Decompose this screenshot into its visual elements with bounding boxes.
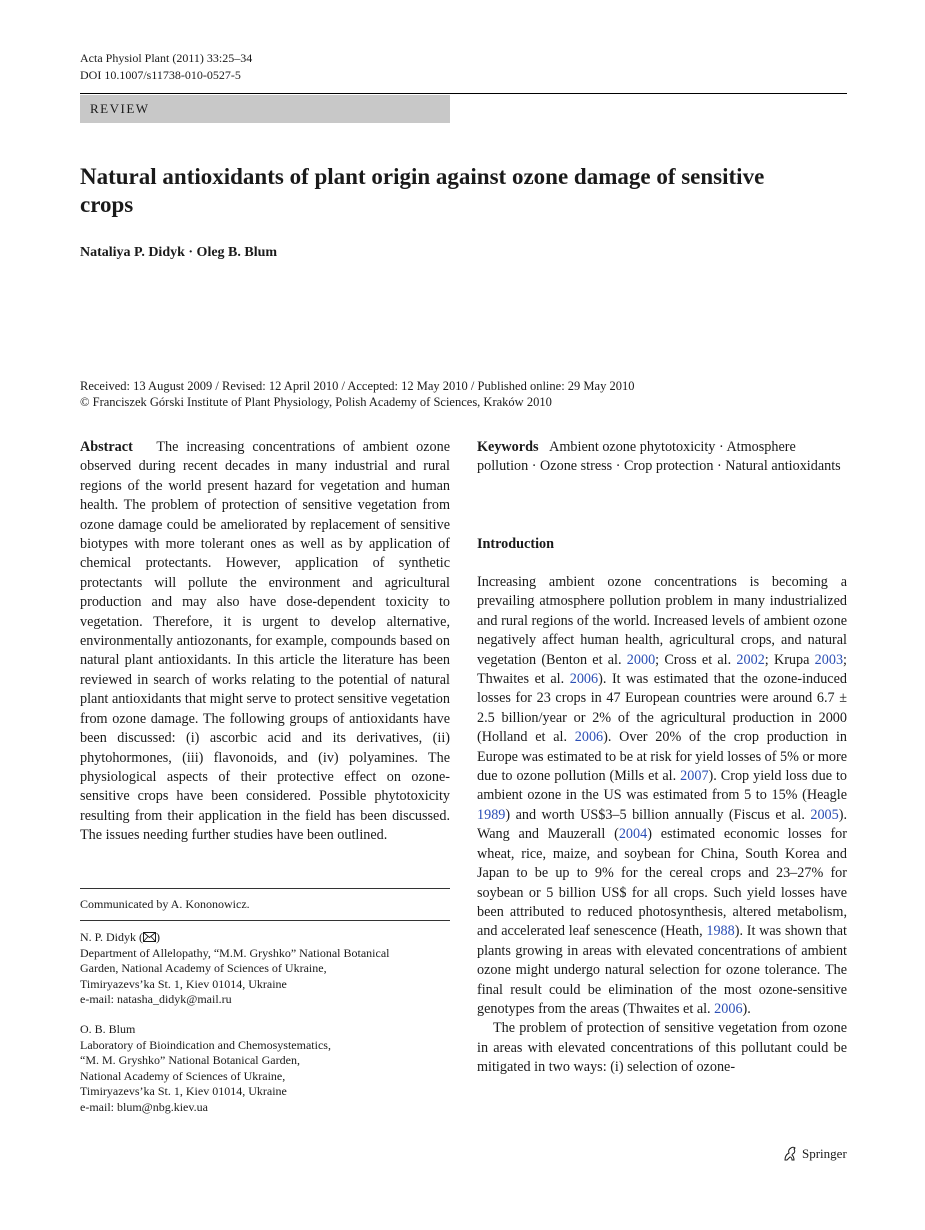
publisher-name: Springer: [802, 1146, 847, 1161]
citation-link[interactable]: 2006: [714, 1000, 743, 1017]
footnote-rule: [80, 920, 450, 921]
abstract-text: The increasing concentrations of ambient ozone observed during recent decades in many industrial and rural regions of the world present hazard for vegetation and human health. The problem of protection of sensitive vegetation from ozone damage could be ameliorated by replacement of sensitive biotypes with more tolerant ones as well as by application of chemical protectants. However, application of synthetic protectants will pollute the environment and agricultural production and may also have dose-dependent toxicity to vegetation. Therefore, it is urgent to develop alternative, environmentally antiozonants, for example, compounds based on natural plant antioxidants. In this article the literature has been reviewed in search of works relating to the potential of natural plant antioxidants that might serve to protect sensitive vegetation from ozone damage. The following groups of antioxidants have been discussed: (i) ascorbic acid and its derivatives, (ii) phytohormones, (iii) flavonoids, and (iv) polyamines. The physiological aspects of their protective effect on ozone-sensitive crops have been considered. Possible phytotoxicity resulting from their application in the field has been discussed. The issues needing further studies have been outlined.: [80, 439, 451, 844]
citation-link[interactable]: 2005: [810, 806, 839, 823]
keywords-heading: Keywords: [477, 439, 539, 455]
envelope-icon[interactable]: [143, 932, 156, 942]
author-affiliation-2: O. B. Blum Laboratory of Bioindication and Chemosystematics, “M. M. Gryshko” National Botanical Garden, National Academy of Sciences of Ukraine, Timiryazevs’ka St. 1, Kiev 01014, Ukraine e-mail: blum@nbg.kiev.ua: [80, 1022, 450, 1116]
author-affiliation-1: N. P. Didyk ( ) Department of Allelopathy, “M.M. Gryshko” National Botanical Garden, National Academy of Sciences of Ukraine, Timiryazevs’ka St. 1, Kiev 01014, Ukraine e-mail: natasha_didyk@mail.ru: [80, 930, 450, 1008]
footnote-rule: [80, 888, 450, 889]
citation-link[interactable]: 2003: [814, 651, 844, 668]
journal-citation: [80, 50, 252, 84]
abstract-heading: Abstract: [80, 439, 133, 455]
introduction-heading: Introduction: [477, 536, 554, 552]
copyright-line: © Franciszek Górski Institute of Plant Physiology, Polish Academy of Sciences, Kraków 2010: [80, 395, 552, 409]
citation-link[interactable]: 2002: [736, 651, 765, 668]
citation-link[interactable]: 2007: [680, 768, 709, 785]
citation-link[interactable]: 2004: [618, 826, 648, 843]
springer-horse-icon: [782, 1146, 798, 1162]
introduction-paragraph-1: Increasing ambient ozone concentrations is becoming a prevailing atmosphere pollution problem in many industrialized and rural regions of the world. Increased levels of ambient ozone negatively affect human health, agricultural crops, and natural vegetation (Benton et al. 2000; Cross et al. 2002; Krupa 2003; Thwaites et al. 2006). It was estimated that the ozone-induced losses for 23 crops in 47 European countries were around 6.7 ± 2.5 billion/year or 2% of the agricultural production in 2000 (Holland et al. 2006). Over 20% of the crop production in Europe was estimated to be at risk for yield losses of 5% or more due to ozone pollution (Mills et al. 2007). Crop yield loss due to ambient ozone in the US was estimated from 5 to 15% (Heagle 1989) and worth US$3–5 billion annually (Fiscus et al. 2005). Wang and Mauzerall (2004) estimated economic losses for wheat, rice, maize, and soybean for China, South Korea and Japan to be up to 9% for the cereal crops and 23–27% for soybean or 5 billion US$ for all crops. Such yield losses have been attributed to reduced photosynthesis, altered metabolism, and accelerated leaf senescence (Heath, 1988). It was shown that plants growing in areas with elevated concentrations of ambient ozone might undergo natural selection for ozone tolerance. The final result could be elimination of the most ozone-sensitive genotypes from the areas (Thwaites et al. 2006).: [477, 574, 848, 1017]
citation-link[interactable]: 1989: [477, 806, 506, 823]
doi-line: DOI 10.1007/s11738-010-0527-5: [80, 68, 241, 82]
section-label: REVIEW: [80, 95, 450, 123]
publisher-logo: [782, 1146, 847, 1162]
dates-line: Received: 13 August 2009 / Revised: 12 April 2010 / Accepted: 12 May 2010 / Published online: 29 May 2010: [80, 379, 635, 393]
keywords-text: Ambient ozone phytotoxicity · Atmosphere pollution · Ozone stress · Crop protection · Natural antioxidants: [477, 439, 841, 475]
citation-link[interactable]: 2006: [574, 729, 604, 746]
author-name-line: O. B. Blum: [80, 1022, 136, 1036]
publication-history: [80, 378, 634, 410]
keywords: [477, 438, 847, 477]
journal-line: Acta Physiol Plant (2011) 33:25–34: [80, 51, 253, 65]
author-email[interactable]: e-mail: natasha_didyk@mail.ru: [80, 992, 232, 1007]
article-authors: Nataliya P. Didyk · Oleg B. Blum: [80, 245, 278, 260]
author-email[interactable]: e-mail: blum@nbg.kiev.ua: [80, 1099, 208, 1114]
citation-link[interactable]: 2006: [569, 671, 599, 688]
citation-link[interactable]: 1988: [706, 923, 735, 940]
author-name-line: N. P. Didyk ( ): [80, 930, 161, 944]
introduction-paragraph-2: The problem of protection of sensitive vegetation from ozone in areas with elevated concentrations of this pollutant could be mitigated in two ways: (i) selection of ozone-: [477, 1020, 847, 1076]
header-rule: [80, 93, 847, 94]
communicated-by: Communicated by A. Kononowicz.: [80, 897, 250, 911]
citation-link[interactable]: 2000: [626, 651, 656, 668]
introduction-body: [477, 573, 847, 1078]
article-title: Natural antioxidants of plant origin against ozone damage of sensitive crops: [80, 164, 765, 217]
abstract: [80, 438, 450, 846]
